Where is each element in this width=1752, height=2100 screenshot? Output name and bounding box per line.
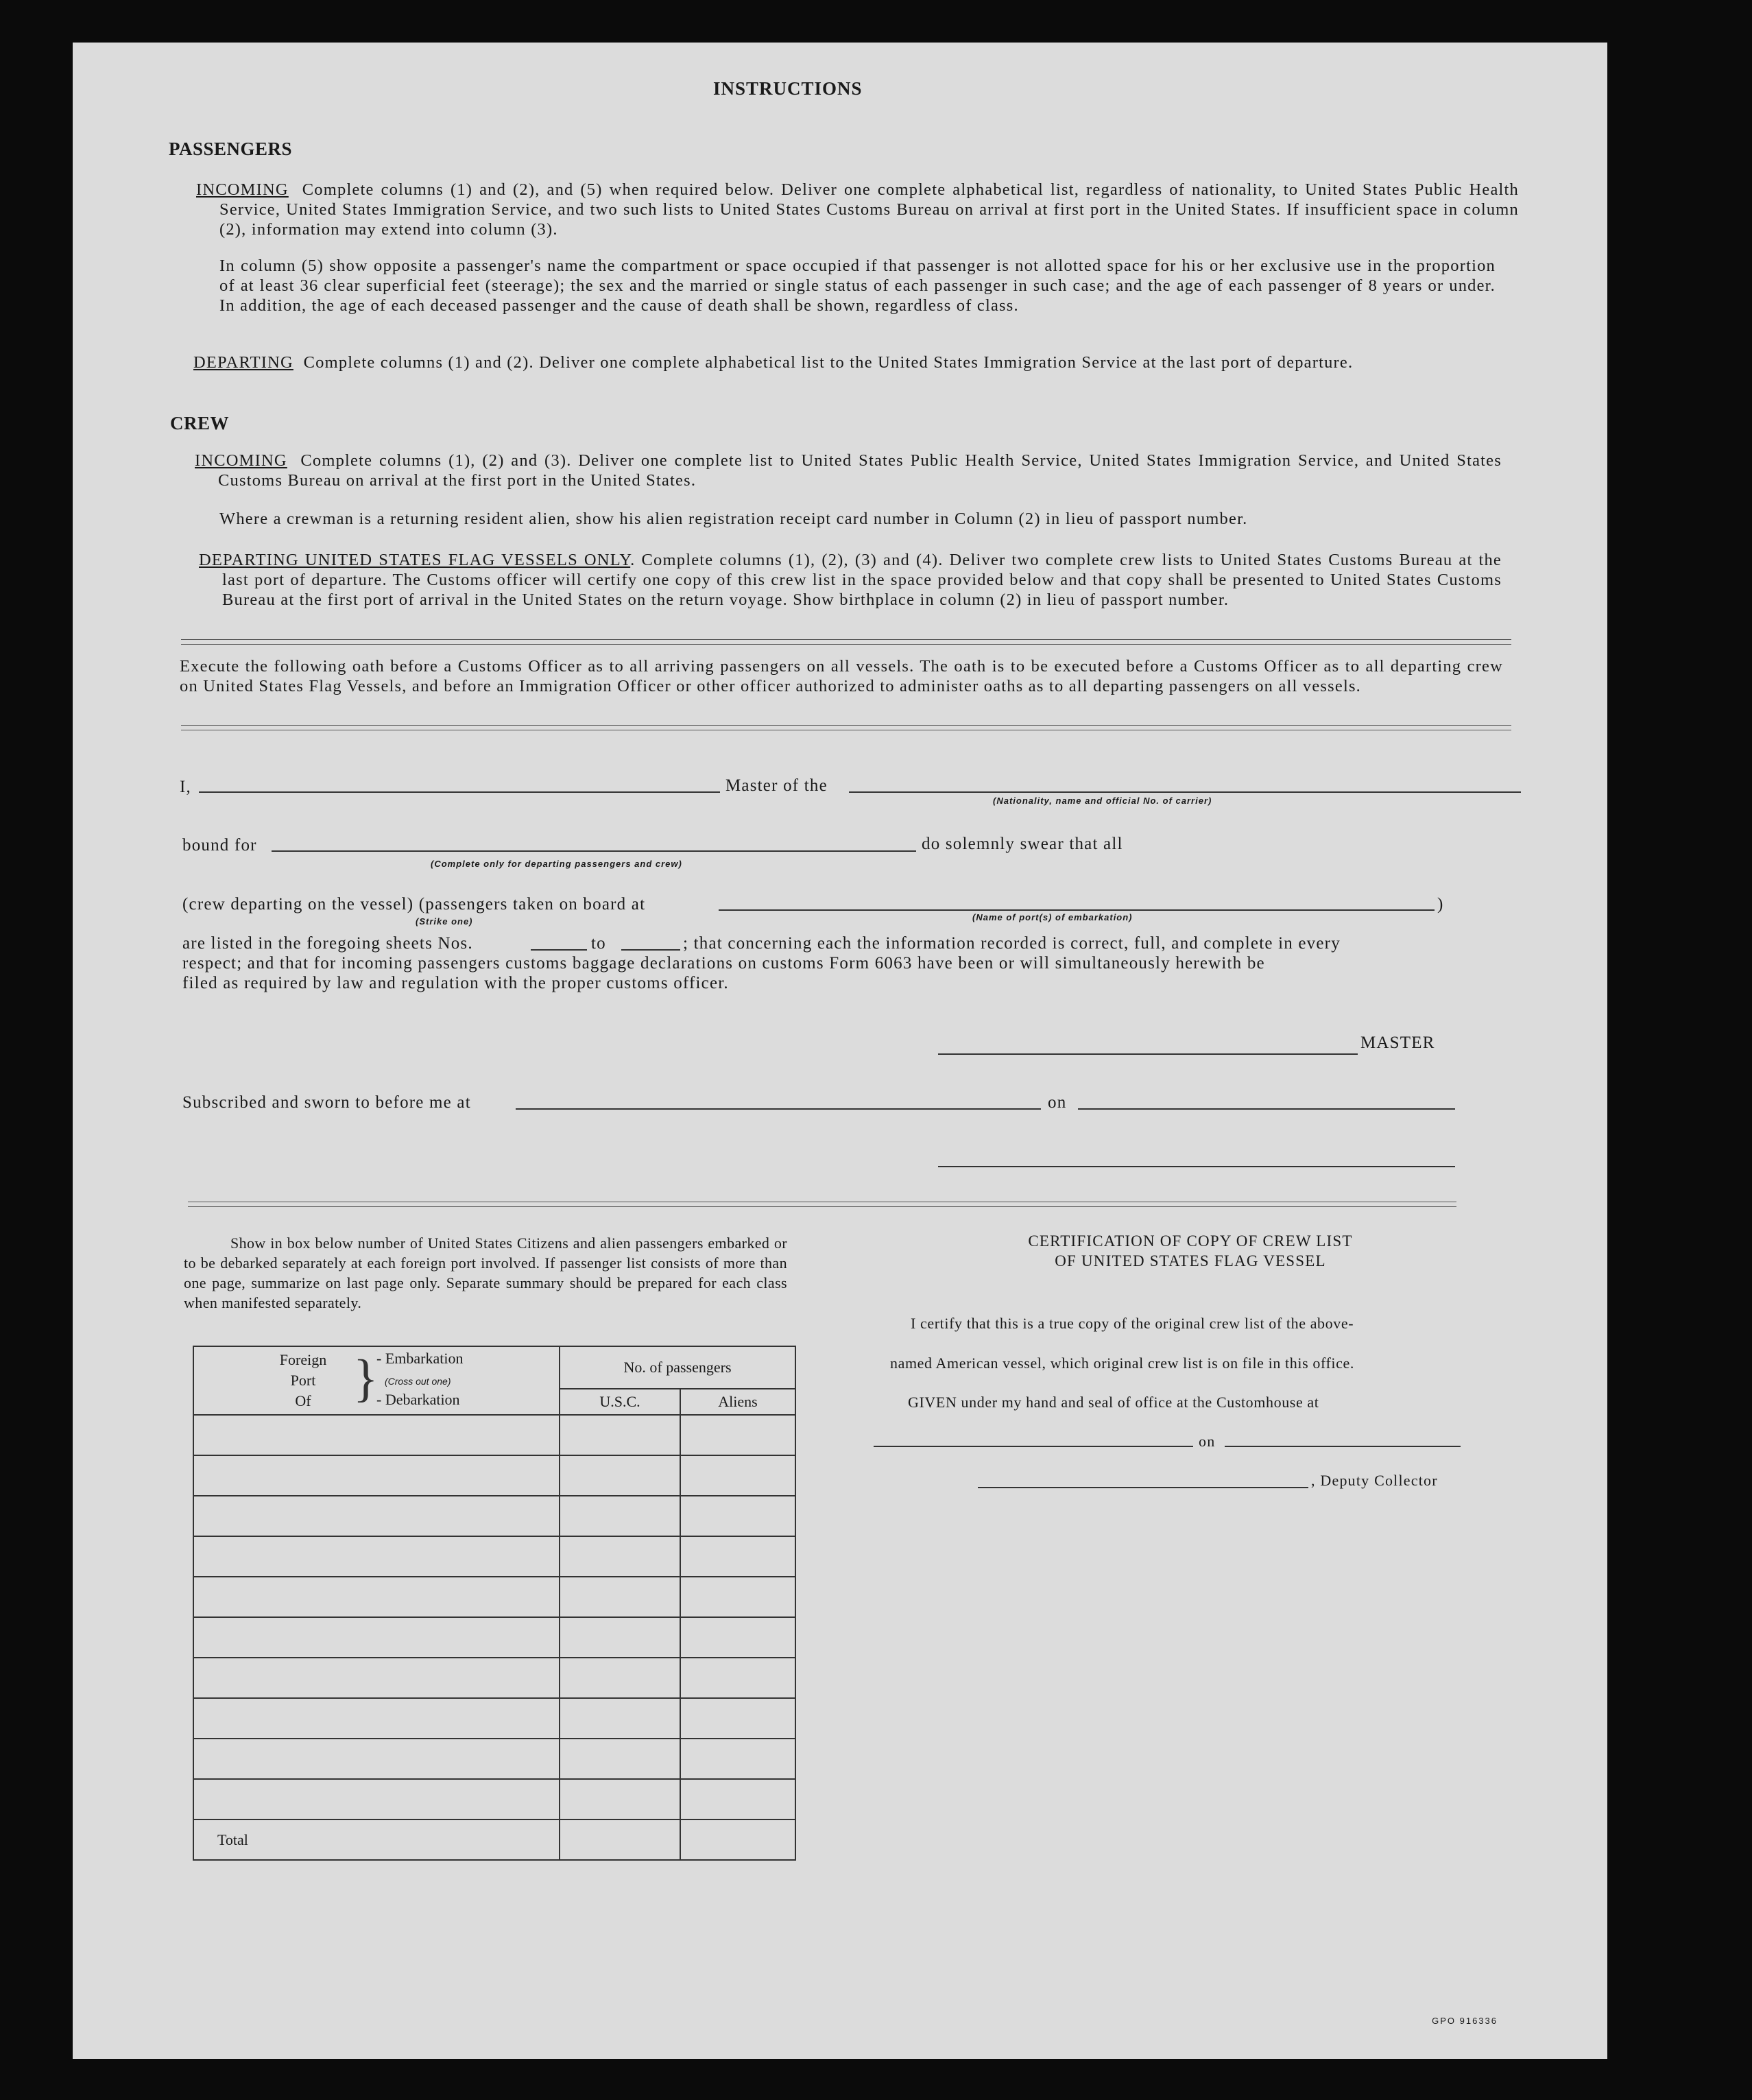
- listed-to: to: [591, 934, 606, 953]
- cert-title-1: CERTIFICATION OF COPY OF CREW LIST: [1028, 1232, 1353, 1250]
- cert-title-2: OF UNITED STATES FLAG VESSEL: [1055, 1252, 1326, 1269]
- deputy-label: , Deputy Collector: [1311, 1472, 1438, 1489]
- incoming-text: Complete columns (1) and (2), and (5) when required below. Deliver one complete alphabetical list, regardless of nationality, to United States Public Health Service, United States Immigration Service, and two such lists to United States Customs Bureau on arrival at first port in the United States. If insufficient space in column (2), information may extend into column (3).: [219, 180, 1519, 239]
- divider: [181, 639, 1511, 645]
- foreign-port-header: [193, 1346, 560, 1415]
- cert-on-label: on: [1199, 1433, 1216, 1450]
- aliens-cell[interactable]: [680, 1536, 795, 1577]
- aliens-cell[interactable]: [680, 1698, 795, 1739]
- port-cell[interactable]: [193, 1415, 560, 1455]
- departing-text: Complete columns (1) and (2). Deliver one complete alphabetical list to the United States Immigration Service at the last port of departure.: [303, 353, 1354, 372]
- divider: [181, 725, 1511, 730]
- passenger-summary-table: [193, 1346, 796, 1861]
- port-cell[interactable]: [193, 1536, 560, 1577]
- usc-cell[interactable]: [560, 1455, 680, 1496]
- aliens-header: Aliens: [680, 1389, 795, 1415]
- passengers-departing: [193, 353, 1519, 372]
- nationality-caption: (Nationality, name and official No. of carrier): [993, 796, 1212, 806]
- close-paren: ): [1437, 895, 1444, 914]
- aliens-cell[interactable]: [680, 1496, 795, 1536]
- port-cell[interactable]: [193, 1577, 560, 1617]
- cert-line-2: named American vessel, which original crew list is on file in this office.: [890, 1355, 1354, 1372]
- aliens-cell[interactable]: [680, 1779, 795, 1819]
- form-page: [73, 43, 1607, 2059]
- table-row: [193, 1415, 795, 1455]
- listed-d: filed as required by law and regulation with the proper customs officer.: [182, 974, 729, 992]
- table-row: [193, 1617, 795, 1658]
- deputy-signature-field[interactable]: [978, 1487, 1308, 1488]
- i-label: I,: [180, 778, 191, 796]
- officer-signature-field[interactable]: [938, 1166, 1455, 1167]
- table-row: [193, 1496, 795, 1536]
- sheet-to-field[interactable]: [621, 949, 680, 951]
- swear-label: do solemnly swear that all: [922, 835, 1123, 853]
- total-label: Total: [193, 1819, 560, 1860]
- page-title: INSTRUCTIONS: [713, 78, 863, 99]
- sheet-from-field[interactable]: [531, 949, 587, 951]
- aliens-cell[interactable]: [680, 1577, 795, 1617]
- total-usc-cell[interactable]: [560, 1819, 680, 1860]
- subscribed-label: Subscribed and sworn to before me at: [182, 1093, 471, 1112]
- master-signature-field[interactable]: [938, 1053, 1358, 1055]
- gpo-footer: GPO 916336: [1432, 2016, 1498, 2026]
- on-label: on: [1048, 1093, 1067, 1112]
- usc-cell[interactable]: [560, 1536, 680, 1577]
- embarkation-label: - Embarkation: [376, 1350, 464, 1367]
- table-row: [193, 1698, 795, 1739]
- sworn-place-field[interactable]: [516, 1108, 1041, 1110]
- customhouse-field[interactable]: [874, 1446, 1193, 1447]
- debarkation-label: - Debarkation: [376, 1391, 460, 1408]
- listed-b: ; that concerning each the information recorded is correct, full, and complete in every: [683, 934, 1341, 953]
- listed-a: are listed in the foregoing sheets Nos.: [182, 934, 473, 953]
- crew-heading: CREW: [170, 413, 230, 433]
- aliens-cell[interactable]: [680, 1455, 795, 1496]
- table-row: [193, 1536, 795, 1577]
- port-cell[interactable]: [193, 1658, 560, 1698]
- aliens-cell[interactable]: [680, 1617, 795, 1658]
- crew-incoming-label: INCOMING: [195, 451, 287, 470]
- usc-cell[interactable]: [560, 1739, 680, 1779]
- usc-cell[interactable]: [560, 1658, 680, 1698]
- total-aliens-cell[interactable]: [680, 1819, 795, 1860]
- master-of-the-label: Master of the: [725, 776, 828, 795]
- usc-cell[interactable]: [560, 1698, 680, 1739]
- crew-departing-text: . Complete columns (1), (2), (3) and (4). Deliver two complete crew lists to United States Customs Bureau at the last port of departure. The Customs officer will certify one copy of this crew list in the space provided below and that copy shall be presented to United States Customs Bureau at the first port of arrival in the United States on the return voyage. Show birthplace in column (2) in lieu of passport number.: [222, 551, 1502, 609]
- departing-label: DEPARTING: [193, 353, 293, 372]
- usc-header: U.S.C.: [560, 1389, 680, 1415]
- brace-icon: }: [353, 1350, 379, 1407]
- table-row: [193, 1658, 795, 1698]
- of-label: Of: [295, 1392, 311, 1409]
- table-row: [193, 1577, 795, 1617]
- master-label: MASTER: [1360, 1034, 1435, 1052]
- incoming-label: INCOMING: [196, 180, 289, 199]
- usc-cell[interactable]: [560, 1415, 680, 1455]
- crew-resident: Where a crewman is a returning resident alien, show his alien registration receipt card number in Column (2) in lieu of passport number.: [219, 510, 1248, 528]
- crew-incoming-text: Complete columns (1), (2) and (3). Deliver one complete list to United States Public Health Service, United States Immigration Service, and United States Customs Bureau on arrival at the first port in the United States.: [218, 451, 1502, 490]
- foreign-label: Foreign: [279, 1351, 327, 1368]
- port-cell[interactable]: [193, 1617, 560, 1658]
- passengers-incoming: [196, 180, 1519, 239]
- carrier-field[interactable]: [849, 791, 1521, 793]
- divider: [188, 1202, 1456, 1207]
- port-cell[interactable]: [193, 1698, 560, 1739]
- cert-line-1: I certify that this is a true copy of the original crew list of the above-: [911, 1315, 1354, 1332]
- master-name-field[interactable]: [199, 791, 720, 793]
- bound-for-field[interactable]: [272, 850, 916, 852]
- bound-for-label: bound for: [182, 836, 257, 855]
- table-row: [193, 1739, 795, 1779]
- usc-cell[interactable]: [560, 1779, 680, 1819]
- passengers-column5: In column (5) show opposite a passenger's name the compartment or space occupied if that passenger is not allotted space for his or her exclusive use in the proportion of at least 36 clear superficial feet (steerage); the sex and the married or single status of each passenger in such case; and the age of each passenger of 8 years or under. In addition, the age of each deceased passenger and the cause of death shall be shown, regardless of class.: [219, 256, 1496, 315]
- bound-caption: (Complete only for departing passengers and crew): [431, 859, 682, 869]
- crew-departing-label: (crew departing on the vessel) (passengers taken on board at: [182, 895, 646, 914]
- usc-cell[interactable]: [560, 1496, 680, 1536]
- cross-out-caption: (Cross out one): [385, 1376, 451, 1387]
- cert-line-3: GIVEN under my hand and seal of office at the Customhouse at: [908, 1394, 1319, 1411]
- port-embarkation-field[interactable]: [719, 909, 1435, 911]
- port-caption: (Name of port(s) of embarkation): [972, 912, 1133, 922]
- aliens-cell[interactable]: [680, 1415, 795, 1455]
- table-row: [193, 1455, 795, 1496]
- summary-instruction: Show in box below number of United States Citizens and alien passengers embarked or to be debarked separately at each foreign port involved. If passenger list consists of more than one page, summarize on last page only. Separate summary should be prepared for each class when manifested separately.: [184, 1234, 787, 1311]
- usc-cell[interactable]: [560, 1617, 680, 1658]
- listed-c: respect; and that for incoming passengers customs baggage declarations on customs Form 6063 have been or will simultaneously herewith be: [182, 954, 1265, 973]
- no-passengers-header: No. of passengers: [560, 1346, 795, 1389]
- passengers-heading: PASSENGERS: [169, 139, 293, 159]
- oath-instruction: Execute the following oath before a Customs Officer as to all arriving passengers on all vessels. The oath is to be executed before a Customs Officer as to all departing crew on United States Flag Vessels, and before an Immigration Officer or other officer authorized to administer oaths as to all departing passengers on all vessels.: [180, 657, 1503, 695]
- cert-date-field[interactable]: [1225, 1446, 1461, 1447]
- aliens-cell[interactable]: [680, 1739, 795, 1779]
- port-label: Port: [290, 1372, 316, 1389]
- crew-departing-label: DEPARTING UNITED STATES FLAG VESSELS ONLY: [199, 551, 631, 569]
- aliens-cell[interactable]: [680, 1658, 795, 1698]
- strike-caption: (Strike one): [416, 916, 473, 927]
- port-cell[interactable]: [193, 1739, 560, 1779]
- table-row: [193, 1779, 795, 1819]
- port-cell[interactable]: [193, 1779, 560, 1819]
- crew-departing: [199, 550, 1502, 610]
- crew-incoming: [195, 451, 1502, 490]
- port-cell[interactable]: [193, 1455, 560, 1496]
- sworn-date-field[interactable]: [1078, 1108, 1455, 1110]
- usc-cell[interactable]: [560, 1577, 680, 1617]
- port-cell[interactable]: [193, 1496, 560, 1536]
